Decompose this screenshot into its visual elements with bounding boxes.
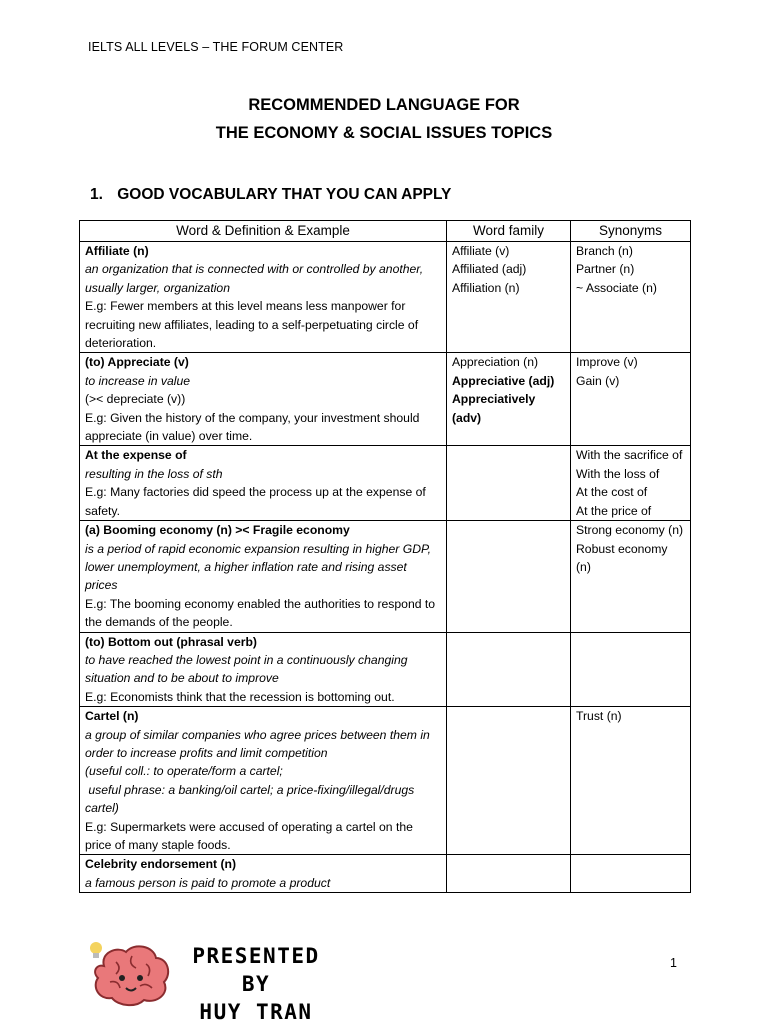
table-row: [80, 353, 691, 446]
table-row: [80, 632, 691, 707]
example: E.g: Fewer members at this level means less manpower for recruiting new affiliates, leading to a self-perpetuating circle of deterioration.: [85, 299, 419, 351]
brand-text: [176, 942, 336, 1026]
synonym-item: Trust (n): [576, 709, 622, 724]
column-header-synonyms: Synonyms: [571, 221, 691, 242]
definition: a group of similar companies who agree prices between them in order to increase profits and limit competition: [85, 727, 430, 760]
family-cell: [447, 446, 571, 521]
family-item: Appreciatively (adv): [452, 392, 536, 425]
synonyms-cell: [571, 242, 691, 353]
table-row: [80, 707, 691, 855]
synonym-item: Strong economy (n): [576, 523, 684, 538]
brand-line-1: PRESENTED BY: [192, 944, 320, 996]
table-header-row: [80, 221, 691, 242]
column-header-word: Word & Definition & Example: [80, 221, 447, 242]
section-heading: [90, 186, 451, 204]
synonyms-cell: [571, 707, 691, 855]
definition: an organization that is connected with or controlled by another, usually larger, organization: [85, 262, 424, 295]
word-cell: [80, 521, 447, 632]
word-cell: [80, 632, 447, 707]
synonym-item: Improve (v): [576, 355, 638, 370]
vocabulary-table: [79, 220, 691, 893]
lightbulb-icon: [90, 942, 102, 954]
example: E.g: The booming economy enabled the authorities to respond to the demands of the people.: [85, 596, 436, 630]
synonym-item: Gain (v): [576, 373, 620, 388]
family-cell: [447, 242, 571, 353]
synonym-item: At the cost of: [576, 485, 648, 500]
synonyms-cell: [571, 632, 691, 707]
term: Affiliate (n): [85, 244, 149, 258]
collocation-note: useful phrase: a banking/oil cartel; a price-fixing/illegal/drugs cartel): [85, 782, 418, 816]
table-row: [80, 446, 691, 521]
family-item: Affiliate (v): [452, 244, 510, 258]
term: At the expense of: [85, 448, 187, 463]
term: (to) Appreciate (v): [85, 355, 189, 370]
family-cell: [447, 707, 571, 855]
synonym-item: Partner (n): [576, 262, 635, 277]
synonyms-cell: [571, 855, 691, 893]
section-heading-text: GOOD VOCABULARY THAT YOU CAN APPLY: [117, 186, 452, 203]
table-row: [80, 855, 691, 893]
collocation-note: (useful coll.: to operate/form a cartel;: [85, 764, 283, 779]
example: E.g: Given the history of the company, your investment should appreciate (in value) over time.: [85, 410, 420, 444]
term: (a) Booming economy (n) >< Fragile economy: [85, 523, 350, 538]
definition: to increase in value: [85, 373, 191, 388]
word-cell: [80, 855, 447, 893]
word-cell: [80, 353, 447, 446]
section-number: 1.: [90, 186, 103, 203]
synonym-item: Branch (n): [576, 244, 633, 258]
family-item: Appreciative (adj): [452, 373, 555, 388]
example: E.g: Many factories did speed the process up at the expense of safety.: [85, 485, 426, 518]
word-cell: [80, 242, 447, 353]
synonyms-cell: [571, 446, 691, 521]
family-cell: [447, 632, 571, 707]
definition: to have reached the lowest point in a continuously changing situation and to be about to improve: [85, 652, 408, 686]
antonym-note: (>< depreciate (v)): [85, 392, 186, 407]
family-cell: [447, 855, 571, 893]
page-number: 1: [670, 956, 677, 970]
word-cell: [80, 446, 447, 521]
example: E.g: Supermarkets were accused of operating a cartel on the price of many staple foods.: [85, 819, 413, 852]
column-header-family: Word family: [447, 221, 571, 242]
synonym-item: At the price of: [576, 503, 652, 518]
synonym-item: With the sacrifice of: [576, 448, 683, 463]
term: (to) Bottom out (phrasal verb): [85, 634, 257, 649]
synonyms-cell: [571, 353, 691, 446]
brain-mascot-icon: [82, 938, 174, 1008]
family-cell: [447, 353, 571, 446]
synonym-item: With the loss of: [576, 466, 660, 481]
definition: is a period of rapid economic expansion resulting in higher GDP, lower unemployment, a higher inflation rate and rising asset prices: [85, 541, 431, 593]
synonym-item: Robust economy (n): [576, 541, 668, 574]
page-title-line-2: THE ECONOMY & SOCIAL ISSUES TOPICS: [215, 124, 553, 142]
family-item: Affiliation (n): [452, 280, 520, 295]
term: Cartel (n): [85, 709, 139, 724]
document-header: IELTS ALL LEVELS – THE FORUM CENTER: [88, 40, 344, 54]
family-item: Appreciation (n): [452, 355, 539, 370]
brand-line-2: HUY TRAN: [199, 1000, 313, 1024]
table-row: [80, 242, 691, 353]
table-row: [80, 521, 691, 632]
word-cell: [80, 707, 447, 855]
term: Celebrity endorsement (n): [85, 857, 237, 872]
page-title-line-1: RECOMMENDED LANGUAGE FOR: [248, 96, 520, 114]
definition: a famous person is paid to promote a product: [85, 875, 331, 890]
example: E.g: Economists think that the recession is bottoming out.: [85, 689, 395, 704]
presenter-brand: [82, 938, 342, 1024]
synonyms-cell: [571, 521, 691, 632]
family-cell: [447, 521, 571, 632]
synonym-item: ~ Associate (n): [576, 280, 657, 295]
family-item: Affiliated (adj): [452, 262, 527, 277]
definition: resulting in the loss of sth: [85, 466, 223, 481]
